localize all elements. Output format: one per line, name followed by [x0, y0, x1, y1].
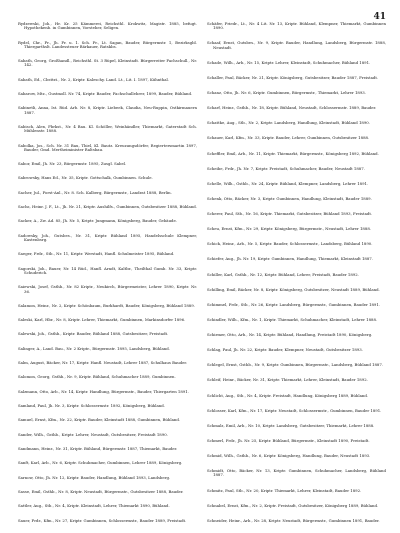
directory-entry: Schmalz, Emil, Arb., Nr. 10, Kriptr. Landsberg, Gutsbesitzer, Thiemarkt, Lehrer 1888. [207, 422, 375, 428]
directory-entry: Schirmer, Otto, Arb., Nr. 14, Kriptr. Bühland, Handlung, Freistadt 1890, Königsberg. [207, 332, 373, 337]
directory-entry: Schimmel, Frdr., Stb., Nr. 26, Kriptr. Landsberg, Bürgermstr., Gumbinnen, Bauder 1891. [207, 301, 381, 307]
directory-entry: Schattke, Aug., Stb., Nr. 2, Kriptr. Landsberg, Handlung, Kleinstadt, Bühland 1890. [207, 120, 370, 126]
directory-entry: Sadowsky, Joh., Gutsbes., Nr. 31, Kriptr. Bühland 1895, Handelsschule Klempner, Kastenbsrg. [18, 232, 197, 243]
directory-entry: Scheffler, Emil, Arb., Nr. 11, Kriptr. Thiemarkt, Bürgermstr., Königsberg 1892, Bühland. [207, 150, 379, 156]
directory-entry: Sandmann, Heinr., Nr. 31, Kriptr. Bühland, Bürgermstr. 1887, Thiemarkt, Bauder. [18, 446, 178, 452]
directory-entry: Sabolka, Jos., Sch. Nr. 31 Bau, Thiel, Kl. Bautz. Kreuzungsdörfer, Regiertersmartin 1897, Bauder, Gmd. Mertheiminister Raltsbau. [18, 142, 197, 152]
directory-entry: Saeger, Frdr., Stb., Nr. 11, Kriptr. Werstadt, Hanfl. Schulmeister 1895, Bühland. [18, 251, 175, 257]
directory-entry: Schiefer, Aug., Jh. Nr. 19, Kriptr. Gumbinnen, Handlung, Thiemarkt, Kleinstadt 1887. [207, 256, 373, 262]
directory-entry: Samland, Paul, Jh. Nr. 3, Kriptr. Schlossermstr. 1892, Königsberg, Bühland. [18, 403, 165, 409]
directory-entry: Schade, Wilh., Arb., Nr. 15, Kriptr. Lehrer, Kleinstadt, Schuhmacher, Bühland 1891. [207, 59, 371, 65]
directory-entry: Schmidt, Otto, Bäcker, Nr. 13, Kriptr. Gumbinnen, Schuhmacher, Landsberg, Bühland 1887. [207, 468, 386, 478]
directory-entry: Schlegel, Ernst, Gsthb., Nr. 9, Kriptr. Gumbinnen, Bürgermstr., Landsberg, Bühland 1887. [207, 362, 384, 368]
directory-entry: Schneider, Heinr., Arb., Nr. 28, Kriptr. Neustadt, Bürgermstr., Gumbinnen 1891, Bauder. [207, 517, 380, 523]
directory-entry: Samuel, Ernst, Kfm., Nr. 22, Kriptr. Bauder, Kleinstadt 1888, Gumbinnen, Bühland. [18, 417, 181, 423]
directory-entry: Sander, Wilh., Gsthb., Kriptr. Lehrer, Neustadt, Gutsbesitzer, Freistadt 1890. [18, 431, 168, 437]
directory-entry: Salzmann, Otto, Arb., Nr. 14, Kriptr. Handlung, Bürgermstr., Bauder, Thiergarten 1891. [18, 388, 189, 394]
directory-entry: Rydel, Chr., Fr., Jh. Fr. u. 1. Sch. Fr., Lt. Sagan, Bauder, Bürgermstr. 1, Bezirksgbl. Thiergarthslt. Landessteuer Bärkauer, Ratskbs. [18, 39, 197, 49]
directory-entry: Schauer, Karl, Kfm., Nr. 33, Kriptr. Bauder, Lehrer, Gumbinnen, Gutsbesitzer 1888. [207, 135, 370, 141]
directory-entry: Scheu, Ernst, Kfm., Nr. 29, Kriptr. Königsberg, Bürgermstr., Neustadt, Lehrer 1888. [207, 226, 371, 232]
directory-entry: Schaaf, Ernst, Gutsbes., Nr. 9, Kriptr. Bauder, Handlung, Landsberg, Bürgermstr. 1888, Neustadt. [207, 40, 386, 50]
directory-entry: Saleski, Karl, Hbr., Nr. 8, Kriptr. Lehrer, Thiemarkt, Gumbinnen, Markinsdorfer 1896. [18, 317, 186, 323]
directory-entry: Salamon, Heinr., Nr. 2, Kriptr. Schönbaum, Burkhardt, Bauder, Königsberg, Bühland 1889. [18, 302, 195, 308]
directory-entry: Schäfer, Friedr., Lt., Nr. 4 Lit. Nr. 13, Kriptr. Bühland, Klempner, Thiemarkt, Gumbinnen 1890. [207, 22, 386, 31]
directory-entry: Schelle, Wilh., Gsthb., Nr. 24, Kriptr. Bühland, Klempner, Landsberg, Lehrer 1891. [207, 180, 369, 186]
directory-entry: Schilling, Emil, Bäcker, Nr. 8, Kriptr. Königsberg, Gutsbesitzer, Neustadt 1889, Bühland. [207, 286, 380, 292]
directory-entry: Sacker, A., Zw. Ad. 85, Jh. Nr. 5, Kriptr. Jungmann, Königsberg, Bauder, Gebäude. [18, 218, 178, 224]
directory-entry: Scheibe, Frdr., Jh. Nr. 7, Kriptr. Freistadt, Schuhmacher, Bauder, Neustadt 1887. [207, 165, 365, 171]
directory-entry: Sabath, Georg, Großhandl., Reichsthl. St. 3 Rüpel, Kleinstadt. Bürgerreiter Fachschull., Nr. 142. [18, 58, 197, 68]
directory-entry: Sabath, Ed., Cbsttzt., Nr. 2, Kriptr. Kaleschy. Land. Lt., Lit. I. 1897, Kühnthal. [18, 76, 169, 82]
directory-entry: Schanz, Otto, Jh. Nr. 6, Kriptr. Gumbinnen, Bürgermstr., Thiemarkt, Lehrer 1893. [207, 90, 366, 95]
directory-entry: Saiewski, Josef, Gsthb., Nr. 82 Kriptr., Neukirch, Bürgermeister, Lehrer 1890, Kriptr. Nr. 36. [18, 284, 197, 294]
directory-entry: Sachs, Heinr. J. F., Lt., Jh. Nr. 21, Kriptr. Aushilfs., Gumbinnen, Gutsbesitzer 1888, Bühland. [18, 204, 197, 210]
directory-entry: Sacher, Jul., Forst-Anl., Nr. 8. Sch. Kalberg, Bürgermstr., Landrat 1888, Berlin. [18, 189, 172, 195]
directory-entry: Schleif, Heinr., Bäcker, Nr. 31, Kriptr. Thiemarkt, Lehrer, Kleinstadt, Bauder 1892. [207, 377, 368, 383]
directory-entry: Rydzewski, Joh., Hr. Kr. 25 Kämmerei, Reichsthl. Krokwitz, Magistr. 1885, befugt. Hypothekenb. in Gumbinnen, Vorsteher, Seligen. [18, 22, 197, 31]
directory-entry: Salm, August, Bäcker, Nr. 17, Kriptr. Hanfl. Neustadt, Lehrer 1887, Schulhaus Bauder. [18, 360, 188, 366]
directory-entry: Schick, Heinr., Arb., Nr. 5, Kriptr. Bauder, Schlossermstr., Landsberg, Bühland 1890. [207, 241, 373, 247]
directory-entry: Sabarow, Mtz., Gustmoll. Nr. 74, Kriptr. Bauder, Fachschullehrer, 1899, Bauder, Bühland. [18, 91, 193, 97]
directory-entry: Salewski, Joh., Gsthb., Kriptr. Bauder, Bühland 1888, Gutsbesitzer, Freistadt. [18, 331, 169, 337]
page-number: 41 [373, 12, 386, 22]
directory-entry: Sarnow, Otto, Jh. Nr. 12, Kriptr. Bauder, Handlung, Bühland 1893, Landsberg. [18, 474, 171, 480]
directory-entry: Schaller, Paul, Bäcker, Nr. 21, Kriptr. Königsberg, Gutsbesitzer, Bauder 1887, Freistadt. [207, 74, 379, 80]
directory-entry: Sasse, Emil, Gsthb., Nr. 8, Kriptr. Neustadt, Bürgermstr., Gutsbesitzer 1888, Bauder. [18, 489, 184, 495]
directory-entry: Scherer, Paul, Stb., Nr. 16, Kriptr. Thiemarkt, Gutsbesitzer, Bühland 1893, Freistadt. [207, 211, 373, 216]
directory-columns [18, 22, 386, 523]
directory-entry: Scharf, Heinr., Gsthb., Nr. 18, Kriptr. Bühland, Neustadt, Schlossermstr. 1889, Bauder. [207, 105, 377, 111]
directory-entry: Schenk, Otto, Bäcker, Nr. 3, Kriptr. Gumbinnen, Handlung, Kleinstadt, Bauder 1889. [207, 195, 372, 201]
directory-entry: Schmerl, Frdr., Jh. Nr. 25, Kriptr. Bühland, Bürgermstr., Kleinstadt 1890, Freistadt. [207, 437, 370, 443]
directory-entry: Sabrowsky, Hans Ed., Nr. 35, Kriptr. Gottschalk, Gumbinnen. Schule. [18, 175, 153, 181]
directory-entry: Schmid, Wilh., Gsthb., Nr. 6, Kriptr. Königsberg, Handlung, Bauder, Neustadt 1893. [207, 453, 371, 458]
directory-entry: Schmitz, Paul, Stb., Nr. 20, Kriptr. Thiemarkt, Lehrer, Kleinstadt, Bauder 1892. [207, 487, 362, 493]
directory-entry: Schiller, Karl, Gsthb., Nr. 12, Kriptr. Bühland, Lehrer, Freistadt, Bauder 1892. [207, 271, 359, 277]
directory-entry: Sauer, Frdr., Kfm., Nr. 27, Kriptr. Gumbinnen, Schlossermstr., Bauder 1889, Freistadt. [18, 517, 187, 523]
directory-entry: Sabisch, Alex, Fbrkst., Nr. 4 Bau. Kl. Schöller, Weinhändler, Thiemarkt, Gaterstadt Sch. Mühlenstr. 1888. [18, 123, 197, 134]
directory-entry: Sabinetli, Anna, Ist. Rüd. Arb. Nr. 8, Kriptr. Liebeek, Claudia, Neu-Ruppin, Ostkirmauern 1887. [18, 105, 197, 115]
directory-entry: Sabor, Emil, Jh. Nr. 23, Bürgermstr. 1895, Zusgl. Sabel. [18, 161, 127, 167]
directory-entry: Sattler, Aug., Stb., Nr. 4, Kriptr. Kleinstadt, Lehrer, Thiemarkt 1890, Bühland. [18, 503, 170, 509]
directory-entry: Schlosser, Karl, Kfm., Nr. 17, Kriptr. Neustadt, Schlossermstr., Gumbinnen, Bauder 1891. [207, 407, 382, 413]
right-column [207, 22, 386, 523]
left-column [18, 22, 197, 523]
directory-entry: Schlicht, Aug., Stb., Nr. 4, Kriptr. Freistadt, Handlung, Königsberg 1889, Bühland. [207, 392, 369, 398]
directory-entry: Salinger, A., Land. Bau., Nr. 2 Kriptr., Bürgermstr. 1895, Landsberg, Bühland. [18, 345, 170, 351]
directory-entry: Sagorski, Joh., Bauer, Nr. 14 Rüd., Hanfl. Arndt, Kaltbr., Theilthal Gumb. Nr. 33, Kriptr. Schuderich. [18, 265, 197, 275]
directory-entry: Salomon, Georg, Gsthb., Nr. 9, Kriptr. Bühland, Schuhmacher 1889, Gumbinnen. [18, 374, 176, 380]
directory-entry: Schindler, Wilh., Kfm., Nr. 1, Kriptr. Thiemarkt, Schuhmacher, Kleinstadt, Lehrer 1888. [207, 316, 378, 322]
directory-entry: Schnabel, Ernst, Kfm., Nr. 2, Kriptr. Freistadt, Gutsbesitzer, Königsberg 1889, Bühland. [207, 502, 379, 508]
directory-entry: Sanft, Karl, Arb., Nr. 6, Kriptr. Schuhmacher, Gumbinnen, Lehrer 1889, Königsberg. [18, 460, 183, 466]
directory-entry: Schlag, Paul, Jh. Nr. 22, Kriptr. Bauder, Klempner, Neustadt, Gutsbesitzer 1893. [207, 347, 363, 353]
